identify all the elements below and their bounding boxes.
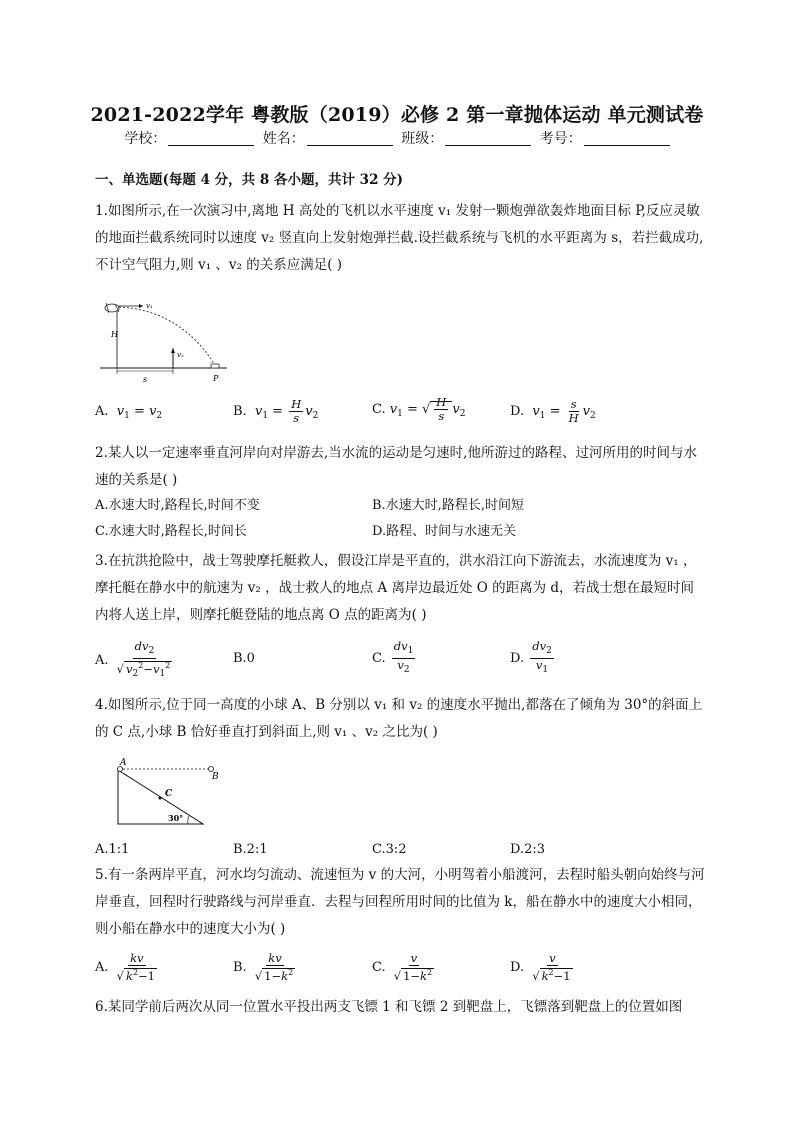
q4-option-a[interactable]: A.1:1 bbox=[95, 842, 130, 857]
q2-option-b[interactable]: B.水速大时,路程长,时间短 bbox=[372, 498, 524, 513]
C-label: C bbox=[165, 789, 173, 799]
question-1-text: 1.如图所示,在一次演习中,离地 H 高处的飞机以水平速度 v₁ 发射一颗炮弹欲轰炸地面目标 P,反应灵敏的地面拦截系统同时以速度 v₂ 竖直向上发射炮弹拦截.设拦截系统与飞机的水平距离为 s，若拦截成功,不计空气阻力,则 v₁ 、v₂ 的关系应满足( ) bbox=[95, 203, 704, 273]
q4-option-c[interactable]: C.3:2 bbox=[372, 842, 407, 857]
question-5-text: 5.有一条两岸平直，河水均匀流动、流速恒为 v 的大河，小明驾着小船渡河，去程时船头朝向始终与河岸垂直，回程时行驶路线与河岸垂直．去程与回程所用时间的比值为 k，船在静水中的速度大小相同，则小船在静水中的速度大小为( ) bbox=[95, 867, 705, 937]
v2-label: v₂ bbox=[177, 351, 184, 359]
exam-title: 2021-2022学年 粤教版（2019）必修 2 第一章抛体运动 单元测试卷 bbox=[90, 104, 704, 126]
question-6-text: 6.某同学前后两次从同一位置水平投出两支飞镖 1 和飞镖 2 到靶盘上，飞镖落到靶盘上的位置如图 bbox=[95, 999, 683, 1015]
section-title: 一、单选题(每题 4 分，共 8 各小题，共计 32 分) bbox=[95, 172, 404, 188]
question-4-figure bbox=[108, 756, 228, 828]
q1-option-c[interactable]: C. $v_1$ = √ $\frac{H}{s}$ $v_2$ bbox=[372, 395, 466, 423]
A-label: A bbox=[120, 758, 127, 768]
name-field[interactable]: 姓名： bbox=[263, 128, 393, 148]
q4-option-b[interactable]: B.2:1 bbox=[233, 842, 268, 857]
q3-option-d[interactable]: D. $\frac{dv_2}{v_1}$ bbox=[510, 639, 552, 675]
question-2-text: 2.某人以一定速率垂直河岸向对岸游去,当水流的运动是匀速时,他所游过的路程、过河所用的时间与水速的关系是( ) bbox=[95, 445, 697, 488]
q2-option-c[interactable]: C.水速大时,路程长,时间长 bbox=[95, 524, 247, 539]
q3-option-a[interactable]: A. $\frac{dv_2}{√ v_2^2-v_1^2}$ bbox=[95, 639, 171, 679]
v1-label: v₁ bbox=[146, 302, 153, 310]
q3-option-c[interactable]: C. $\frac{dv_1}{v_2}$ bbox=[372, 639, 414, 675]
q1-option-a[interactable]: A. $v_1 = v_2$ bbox=[95, 404, 163, 421]
q2-option-d[interactable]: D.路程、时间与水速无关 bbox=[372, 524, 517, 539]
question-4-text: 4.如图所示,位于同一高度的小球 A、B 分别以 v₁ 和 v₂ 的速度水平抛出,都落在了倾角为 30°的斜面上的 C 点,小球 B 恰好垂直打到斜面上,则 v₁ 、v₂ 之比为( ) bbox=[95, 697, 703, 740]
question-1-figure bbox=[95, 295, 235, 385]
B-label: B bbox=[212, 772, 219, 782]
q1-option-d[interactable]: D. $v_1$ = $\frac{s}{H}$ $v_2$ bbox=[510, 397, 596, 425]
class-field[interactable]: 班级： bbox=[401, 128, 531, 148]
q4-option-d[interactable]: D.2:3 bbox=[510, 842, 546, 857]
q1-option-b[interactable]: B. $v_1$ = $\frac{H}{s}$ $v_2$ bbox=[233, 397, 319, 425]
H-label: H bbox=[111, 330, 118, 339]
q5-option-b[interactable]: B. $\frac{kv}{√ 1-k^2}$ bbox=[233, 951, 294, 983]
q5-option-a[interactable]: A. $\frac{kv}{√ k^2-1}$ bbox=[95, 951, 155, 983]
school-field[interactable]: 学校： bbox=[124, 128, 254, 148]
q2-option-a[interactable]: A.水速大时,路程长,时间不变 bbox=[95, 498, 260, 513]
angle-label: 30° bbox=[168, 813, 184, 823]
q5-option-c[interactable]: C. $\frac{v}{√ 1-k^2}$ bbox=[372, 951, 433, 983]
question-3-text: 3.在抗洪抢险中，战士驾驶摩托艇救人，假设江岸是平直的，洪水沿江向下游流去，水流速度为 v₁ ，摩托艇在静水中的航速为 v₂ ，战士救人的地点 A 离岸边最近处 O 的距离为 d，若战士想在最短时间内将人送上岸，则摩托艇登陆的地点离 O 点的距离为( ) bbox=[95, 553, 697, 623]
s-label: s bbox=[143, 375, 148, 384]
q3-option-b[interactable]: B.0 bbox=[233, 651, 255, 666]
P-label: P bbox=[213, 374, 219, 383]
exam-number-field[interactable]: 考号： bbox=[540, 128, 670, 148]
q5-option-d[interactable]: D. $\frac{v}{√ k^2-1}$ bbox=[510, 951, 571, 983]
student-info-row bbox=[0, 128, 794, 148]
